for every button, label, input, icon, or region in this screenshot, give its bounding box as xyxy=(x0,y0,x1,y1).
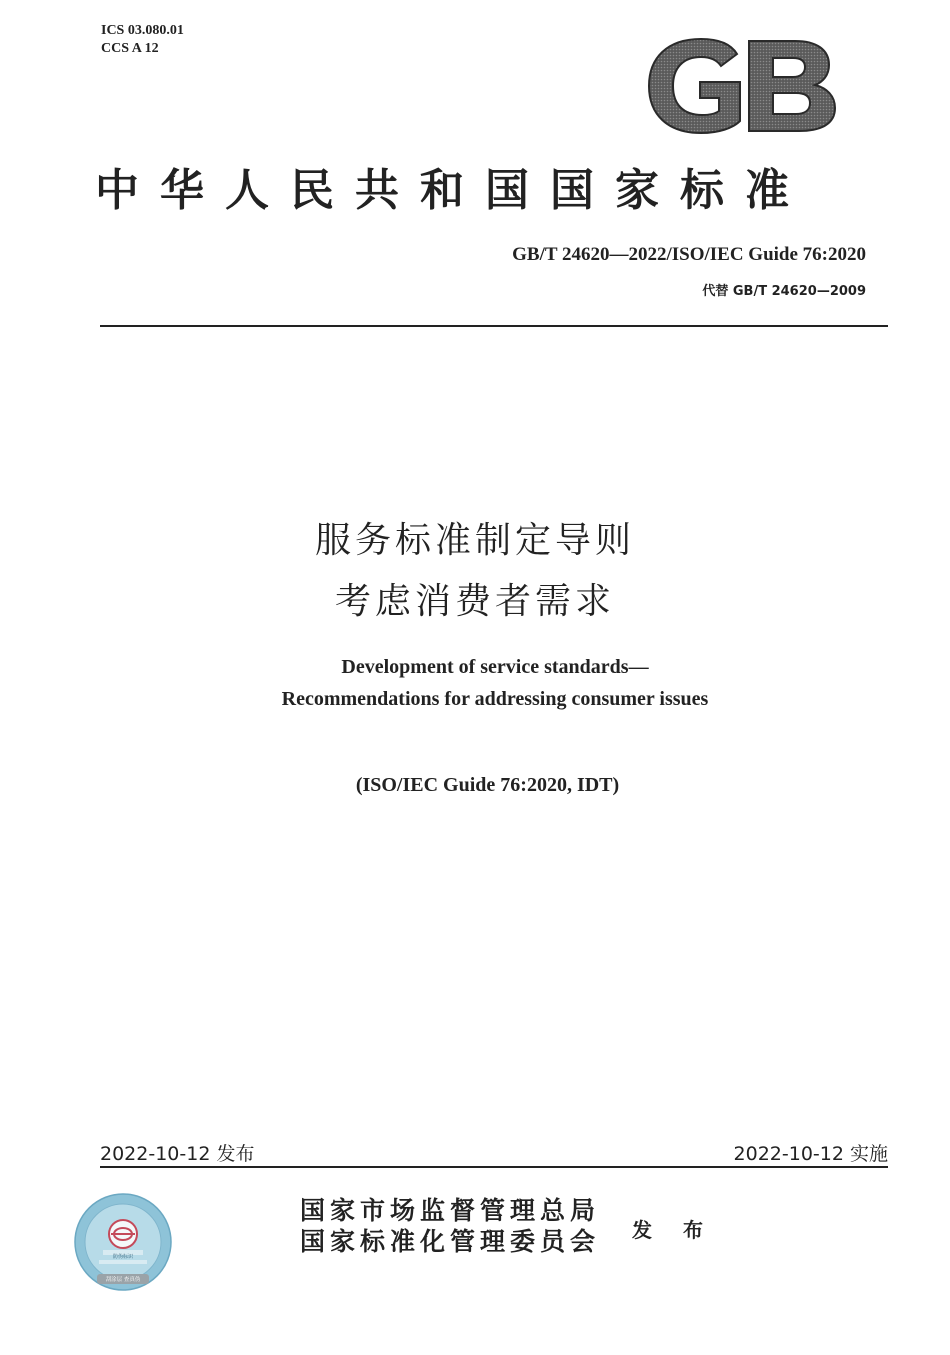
issuing-authorities xyxy=(300,1195,600,1257)
issuer-samr: 国家市场监督管理总局 xyxy=(300,1196,601,1225)
chinese-title-line1: 服务标准制定导则 xyxy=(314,520,635,561)
seal-bottom-text: 刮涂层 查真伪 xyxy=(105,1277,141,1283)
bottom-divider xyxy=(100,1166,888,1168)
publish-label: 发 布 xyxy=(632,1218,715,1242)
gb-logo xyxy=(645,36,840,136)
replaces-standard: 代替 GB/T 24620—2009 xyxy=(702,284,866,299)
ics-code: ICS 03.080.01 xyxy=(101,23,184,38)
implementation-date: 2022-10-12 实施 xyxy=(733,1143,888,1165)
issue-date: 2022-10-12 发布 xyxy=(100,1143,255,1165)
national-standard-title: 中华人民共和国国家标准 xyxy=(95,165,810,216)
adoption-note: (ISO/IEC Guide 76:2020, IDT) xyxy=(355,774,620,796)
english-title-line2: Recommendations for addressing consumer issues xyxy=(281,688,709,710)
top-divider xyxy=(100,325,888,327)
issuer-sac: 国家标准化管理委员会 xyxy=(300,1227,601,1256)
classification-codes xyxy=(101,22,184,58)
ccs-code: CCS A 12 xyxy=(101,41,159,56)
seal-inner-text: 防伪标识 xyxy=(112,1254,134,1260)
standard-number: GB/T 24620—2022/ISO/IEC Guide 76:2020 xyxy=(512,244,866,265)
english-title-line1: Development of service standards— xyxy=(341,656,649,678)
chinese-title-line2: 考虑消费者需求 xyxy=(334,581,615,622)
anti-counterfeit-seal xyxy=(73,1192,173,1292)
